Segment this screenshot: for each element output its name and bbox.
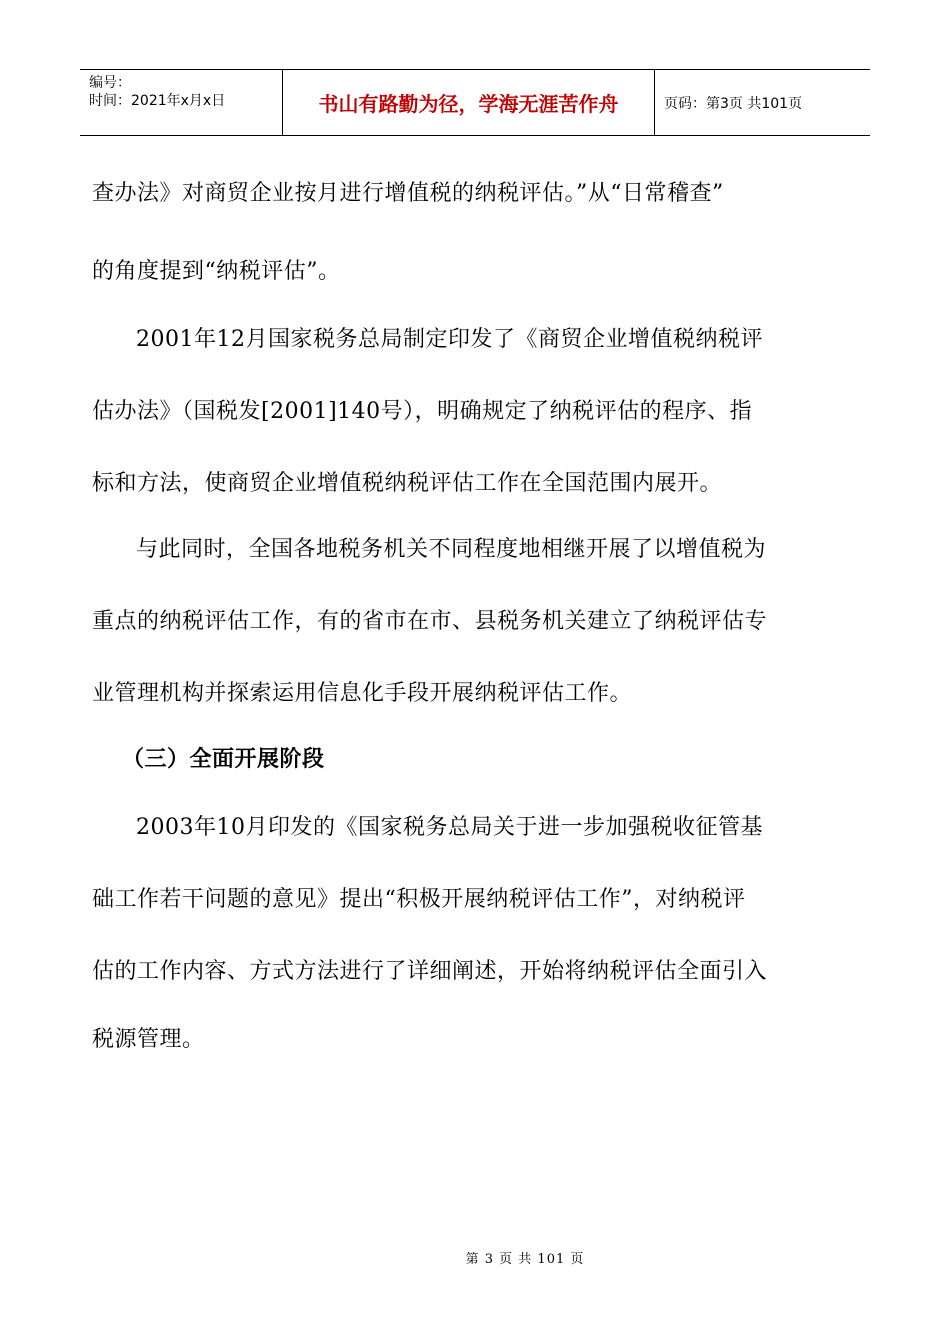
paragraph-line: 2001年12月国家税务总局制定印发了《商贸企业增值税纳税评 bbox=[136, 327, 763, 352]
header-page-label: 页码：第3页 共101页 bbox=[664, 95, 803, 112]
section-heading: （三）全面开展阶段 bbox=[122, 747, 325, 772]
paragraph-line: 与此同时，全国各地税务机关不同程度地相继开展了以增值税为 bbox=[136, 537, 767, 562]
paragraph-line: 估的工作内容、方式方法进行了详细阐述，开始将纳税评估全面引入 bbox=[92, 959, 768, 984]
paragraph-line: 2003年10月印发的《国家税务总局关于进一步加强税收征管基 bbox=[136, 815, 763, 840]
paragraph-line: 业管理机构并探索运用信息化手段开展纳税评估工作。 bbox=[92, 681, 633, 706]
paragraph-line: 的角度提到“纳税评估”。 bbox=[92, 259, 341, 284]
document-date-label: 时间：2021年x月x日 bbox=[89, 93, 226, 109]
header-motto: 书山有路勤为径，学海无涯苦作舟 bbox=[283, 70, 655, 135]
document-number-label: 编号： bbox=[89, 75, 131, 91]
paragraph-line: 重点的纳税评估工作，有的省市在市、县税务机关建立了纳税评估专 bbox=[92, 609, 768, 634]
paragraph-line: 标和方法，使商贸企业增值税纳税评估工作在全国范围内展开。 bbox=[92, 471, 723, 496]
paragraph-line: 估办法》（国税发[2001]140号），明确规定了纳税评估的程序、指 bbox=[92, 399, 753, 424]
header-info-cell bbox=[80, 70, 283, 135]
paragraph-line: 础工作若干问题的意见》提出“积极开展纳税评估工作”，对纳税评 bbox=[92, 887, 746, 912]
page-footer: 第 3 页 共 101 页 bbox=[465, 1252, 585, 1267]
paragraph-line: 税源管理。 bbox=[92, 1027, 205, 1052]
header-table bbox=[80, 69, 870, 136]
paragraph-line: 查办法》对商贸企业按月进行增值税的纳税评估。”从“日常稽查” bbox=[92, 181, 724, 206]
